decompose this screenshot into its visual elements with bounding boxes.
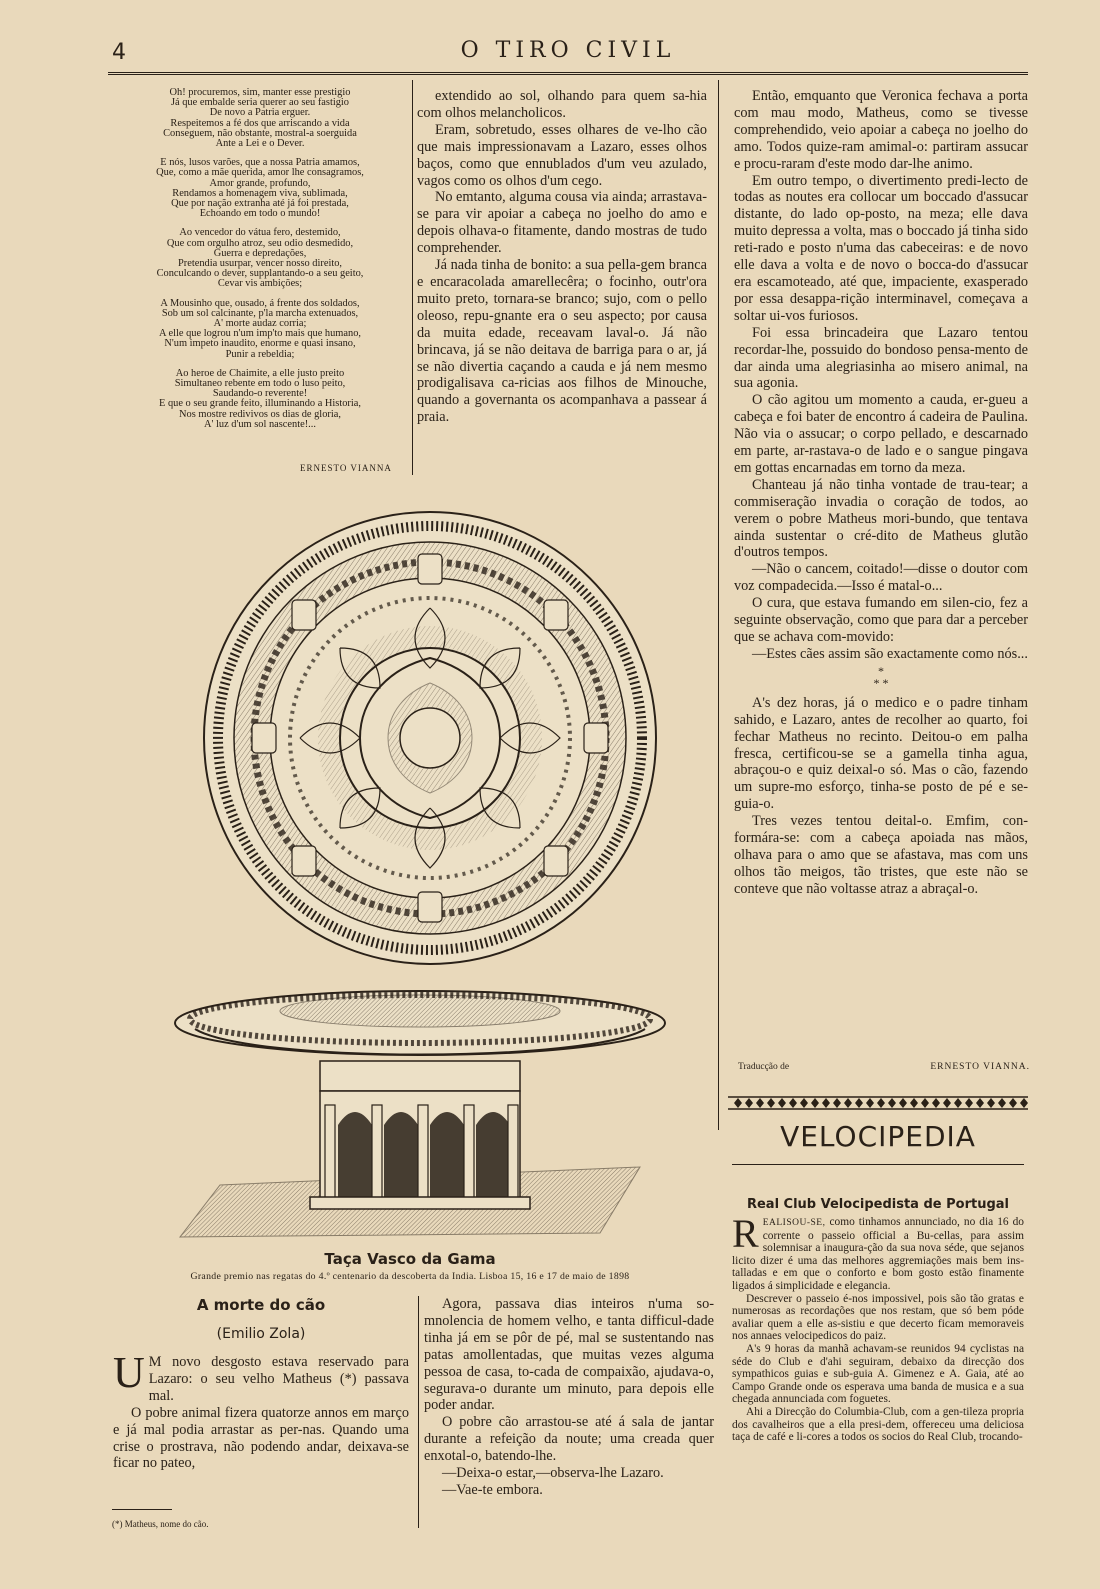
poem-line: De novo a Patria erguer.: [209, 107, 311, 119]
ornament-mark: [877, 1098, 885, 1108]
poem-line: Simultaneo rebente em todo o luso peito,: [174, 378, 346, 390]
poem-line: Nos mostre redivivos os dias de gloria,: [179, 408, 341, 420]
paragraph: No emtanto, alguma cousa via ainda; arrastava-se para vir apoiar a cabeça no joelho do amo e depois olhava-o fitamente, dando mostras de tudo comprehender.: [417, 189, 707, 257]
paragraph: Agora, passava dias inteiros n'uma so-mnolencia de homem velho, e tanta difficul-dade tinha já em se pôr de pé, mal se sustentando nas patas amollentadas, que muitas vezes alguma pessoa de casa, to-cada de compaixão, ajudava-o, segurava-o durante um minuto, para depois elle poder andar.: [424, 1296, 714, 1414]
paragraph: Tres vezes tentou deital-o. Emfim, con-formára-se: com a cabeça apoiada nas mãos, olhava para o amo que se afastava, mas com uns olhos tão meigos, tão tristes, que este não se conteve que não voltasse atraz a abraçal-o.: [734, 813, 1028, 897]
poem-line: E que o seu grande feito, illuminando a Historia,: [159, 398, 361, 410]
poem-line: Respeitemos a fé dos que arriscando a vida: [170, 117, 350, 129]
ornament-mark: [767, 1098, 775, 1108]
poem-stanza: [110, 158, 410, 219]
figure-title: Taça Vasco da Gama: [324, 1250, 496, 1268]
poem-line: A' luz d'um sol nascente!...: [204, 418, 316, 430]
section-subtitle: Real Club Velocipedista de Portugal: [746, 1197, 1010, 1212]
ornament-mark: [976, 1098, 984, 1108]
figure-subtitle: Grande premio nas regatas do 4.º centenario da descoberta da India. Lisboa 15, 16 e 17 de maio de 1898: [190, 1271, 630, 1282]
poem-line: Punir a rebeldia;: [225, 348, 295, 360]
poem-line: Que com orgulho atroz, seu odio desmedido,: [166, 237, 354, 249]
asterism-line: *: [878, 663, 884, 678]
paragraph: Ahi a Direcção do Columbia-Club, com a gen-tileza propria dos cavalheiros que a ella presi-dem, offereceu uma deliciosa taça de café e li-cores a todos os socios do Real Club, trocando-: [732, 1405, 1024, 1444]
paragraph: O cura, que estava fumando em silen-cio, fez a seguinte observação, como que para dar a perceber que se achava com-movido:: [734, 595, 1028, 645]
ornament-mark: [910, 1098, 918, 1108]
ornament-mark: [899, 1098, 907, 1108]
paragraph: Descrever o passeio é-nos impossivel, pois são tão gratas e numerosas as recordações que nos restam, que só bem póde avaliar quem a elle as-sistiu e que decerto ficam memoraveis nos annaes velocipedicos do paiz.: [732, 1292, 1024, 1343]
ornament-mark: [811, 1098, 819, 1108]
ornament-mark: [844, 1098, 852, 1108]
poem-line: Rendamos a homenagem viva, sublimada,: [172, 187, 348, 199]
poem-line: A elle que logrou n'um imp'to mais que humano,: [158, 328, 361, 340]
poem-stanza: [110, 299, 410, 360]
paragraph: Já nada tinha de bonito: a sua pella-gem branca e encaracolada amarellecêra; o focinho, outr'ora muito preto, tornara-se branco; sujo, com o pello oleoso, repu-gnante era o seu aspecto; por causa da muita edade, receavam laval-o. Já não brincava, já se não deitava de barriga para o ar, já se não divertia caçando a cauda e já nem mesmo prodigalisava ca-ricias aos filhos de Minouche, quando a governanta os acompanhava a passear á praia.: [417, 257, 707, 426]
asterism-line: * *: [873, 675, 889, 690]
paragraph: —Estes cães assim são exactamente como nós...: [752, 645, 1028, 662]
ornament-mark: [745, 1098, 753, 1108]
article-first-paragraph: U M novo desgosto estava reservado para Lazaro: o seu velho Matheus (*) passava mal.: [113, 1348, 409, 1404]
article-column-2-bottom: [424, 1296, 714, 1499]
ornament-mark: [998, 1098, 1006, 1108]
article-paragraphs: [113, 1405, 409, 1473]
paragraph: —Deixa-o estar,—observa-lhe Lazaro.: [442, 1465, 664, 1482]
ornament-mark: [866, 1098, 874, 1108]
poem-line: Conculcando o dever, supplantando-o a seu geito,: [156, 268, 364, 280]
poem-line: Sob um sol calcinante, p'la marcha extenuados,: [161, 307, 359, 319]
ornament-mark: [855, 1098, 863, 1108]
column-rule: [418, 1296, 419, 1528]
poem-stanza: [110, 88, 410, 149]
paragraph: O pobre animal fizera quatorze annos em março e já mal podia arrastar as per-nas. Quando uma crise o prostrava, não podendo andar, deixava-se ficar no pateo,: [113, 1404, 409, 1472]
ornament-band: [728, 1094, 1028, 1112]
poem-line: Echoando em todo o mundo!: [199, 208, 321, 220]
ornament-mark: [778, 1098, 786, 1108]
article-column-3: [734, 88, 1028, 898]
poem-signature: ERNESTO VIANNA: [300, 463, 392, 473]
ornament-mark: [943, 1098, 951, 1108]
paragraph: Chanteau já não tinha vontade de trau-tear; a commiseração invadia o coração de todos, ao verem o pobre Matheus mori-bundo, que tentava ainda sustentar o cré-dito de Matheus glutão d'outros tempos.: [734, 476, 1028, 561]
poem-line: Pretendia usurpar, vencer nosso direito,: [177, 258, 343, 270]
ornament-mark: [800, 1098, 808, 1108]
paragraph: —Vae-te embora.: [442, 1481, 543, 1498]
poem-line: N'um impeto inaudito, enorme e quasi insano,: [164, 338, 356, 350]
ornament-mark: [789, 1098, 797, 1108]
poem-line: Guerra e depredações,: [213, 247, 307, 259]
poem-line: Que, como a mãe querida, amor lhe consagramos,: [156, 167, 364, 179]
velocipedia-paragraphs: [732, 1293, 1024, 1444]
paragraph: extendido ao sol, olhando para quem sa-hia com olhos melancholicos.: [417, 88, 707, 121]
ornament-mark: [888, 1098, 896, 1108]
ornament-mark: [734, 1098, 742, 1108]
paragraph: Eram, sobretudo, esses olhares de ve-lho cão que mais impressionavam a Lazaro, esses olhos baços, como que ennublados d'um veu azulado, vagos como os olhos d'um cego.: [417, 121, 707, 189]
translation-credit: [738, 1062, 1030, 1072]
masthead: O TIRO CIVIL: [460, 38, 676, 63]
poem-line: Oh! procuremos, sim, manter esse prestigio: [169, 87, 351, 98]
poem-line: Saudando-o reverente!: [212, 388, 308, 400]
poem-line: E nós, lusos varões, que a nossa Patria amamos,: [160, 157, 360, 169]
paragraph: A's dez horas, já o medico e o padre tinham sahido, e Lazaro, antes de recolher ao quarto, foi fechar Matheus no recinto. Deitou-o em palha fresca, certificou-se se a gamella tinha agua, abraçou-o e quiz deixal-o só. Mas o cão, fazendo um supre-mo esforço, tinha-se posto de pé e se-guia-o.: [734, 694, 1028, 813]
velocipedia-first-paragraph: REALISOU-SE, como tinhamos annunciado, no dia 16 do corrente o passeio official a Bu-cellas, para assim solemnisar a inaugura-ção da sua nova séde, que sejanos licito dizer é uma das melhores aggremiações mais bem ins-talladas e em que o conforto e bom gosto estão finamente ligados á simplicidade e elegancia.: [732, 1211, 1024, 1292]
ornament-mark: [822, 1098, 830, 1108]
drop-cap: U: [113, 1348, 145, 1397]
section-title: VELOCIPEDIA: [780, 1120, 976, 1153]
article-author: (Emilio Zola): [216, 1326, 306, 1342]
paragraph: O pobre cão arrastou-se até á sala de jantar durante a refeição da noute; uma creada quer enxotal-o, batendo-lhe.: [424, 1414, 714, 1465]
section-rule: [732, 1164, 1024, 1165]
poem-line: Ao heroe de Chaimite, a elle justo preito: [175, 367, 345, 379]
paragraph: —Não o cancem, coitado!—disse o doutor com voz compadecida.—Isso é matal-o...: [734, 561, 1028, 595]
plate-illustration: [200, 508, 660, 968]
paragraph: Então, emquanto que Veronica fechava a porta com mau modo, Matheus, como se tivesse comprehendido, veio apoiar a cabeça no joelho do amo. Todos quize-ram amimal-o: partiram assucar e procu-raram d'este modo dar-lhe animo.: [734, 88, 1028, 172]
poem-line: Que por nação extranha até já foi prestada,: [171, 198, 349, 210]
footnote: (*) Matheus, nome do cão.: [112, 1519, 209, 1529]
ornament-mark: [965, 1098, 973, 1108]
poem-line: Amor grande, profundo,: [209, 177, 311, 189]
poem-line: Ao vencedor do vátua fero, destemido,: [179, 227, 341, 239]
poem-line: Ante a Lei e o Dever.: [215, 138, 305, 150]
translation-label: Traducção de: [738, 1062, 790, 1072]
footnote-rule: [112, 1509, 172, 1510]
page-header: [108, 38, 1028, 75]
paragraph: A's 9 horas da manhã achavam-se reunidos 94 cyclistas na séde do Club e d'ahi seguiram, debaixo da direcção dos sympathicos guias e sub-guia A. Gimenez e A. Gaia, até ao Campo Grande onde os esperava uma banda de musica e a sua chegada annunciada com foguetes.: [732, 1342, 1024, 1406]
article-column-2-top: [417, 88, 707, 426]
poem: [110, 88, 410, 439]
poem-line: Conseguem, não obstante, mostral-a soerguida: [163, 127, 357, 139]
column-rule: [718, 80, 719, 1130]
drop-cap: R: [732, 1211, 759, 1256]
poem-line: A' morte audaz corria;: [213, 318, 307, 330]
ornament-mark: [756, 1098, 764, 1108]
ornament-mark: [987, 1098, 995, 1108]
paragraph: Em outro tempo, o divertimento predi-lecto de todas as noutes era collocar um boccado d'assucar distante, do lado op-posto, na meza; elle dava muito depressa a volta, mas o boccado já tinha sido reti-rado e posto n'uma das cabeceiras: e de novo elle dava a volta e de novo o bocca-do d'assucar era escamoteado, até que, impaciente, exasperado por essa desappa-rição interminavel, começava a soltar ui-vos furiosos.: [734, 172, 1028, 324]
paragraph: Foi essa brincadeira que Lazaro tentou recordar-lhe, possuido do bondoso pensa-mento de dar ainda uma alegriasinha ao misero animal, na sua agonia.: [734, 324, 1028, 392]
ornament-mark: [932, 1098, 940, 1108]
ornament-mark: [954, 1098, 962, 1108]
poem-stanza: [110, 228, 410, 289]
ornament-mark: [1020, 1098, 1028, 1108]
paragraph: O cão agitou um momento a cauda, er-gueu a cabeça e foi bater de encontro á cadeira de Paulina. Não via o assucar; o corpo pellado, e descarnado em parte, ar-rastava-o de lado e o sangue pingava em gottas encarnadas em torno da meza.: [734, 392, 1028, 476]
ornament-mark: [833, 1098, 841, 1108]
ornament-mark: [1009, 1098, 1017, 1108]
poem-line: Já que embalde seria querer ao seu fastigio: [170, 97, 349, 109]
poem-line: A Mousinho que, ousado, á frente dos soldados,: [160, 297, 360, 309]
velocipedia-article: [732, 1211, 1024, 1444]
poem-line: Cevar vis ambições;: [217, 278, 303, 290]
asterism: [734, 665, 1028, 689]
cup-illustration: [170, 975, 670, 1243]
article-title: A morte do cão: [196, 1296, 326, 1314]
article-opening: [113, 1348, 409, 1472]
ornament-mark: [921, 1098, 929, 1108]
poem-stanza: [110, 369, 410, 430]
column-rule: [412, 80, 413, 475]
translator-name: ERNESTO VIANNA.: [930, 1062, 1030, 1072]
page-number: 4: [112, 40, 126, 65]
